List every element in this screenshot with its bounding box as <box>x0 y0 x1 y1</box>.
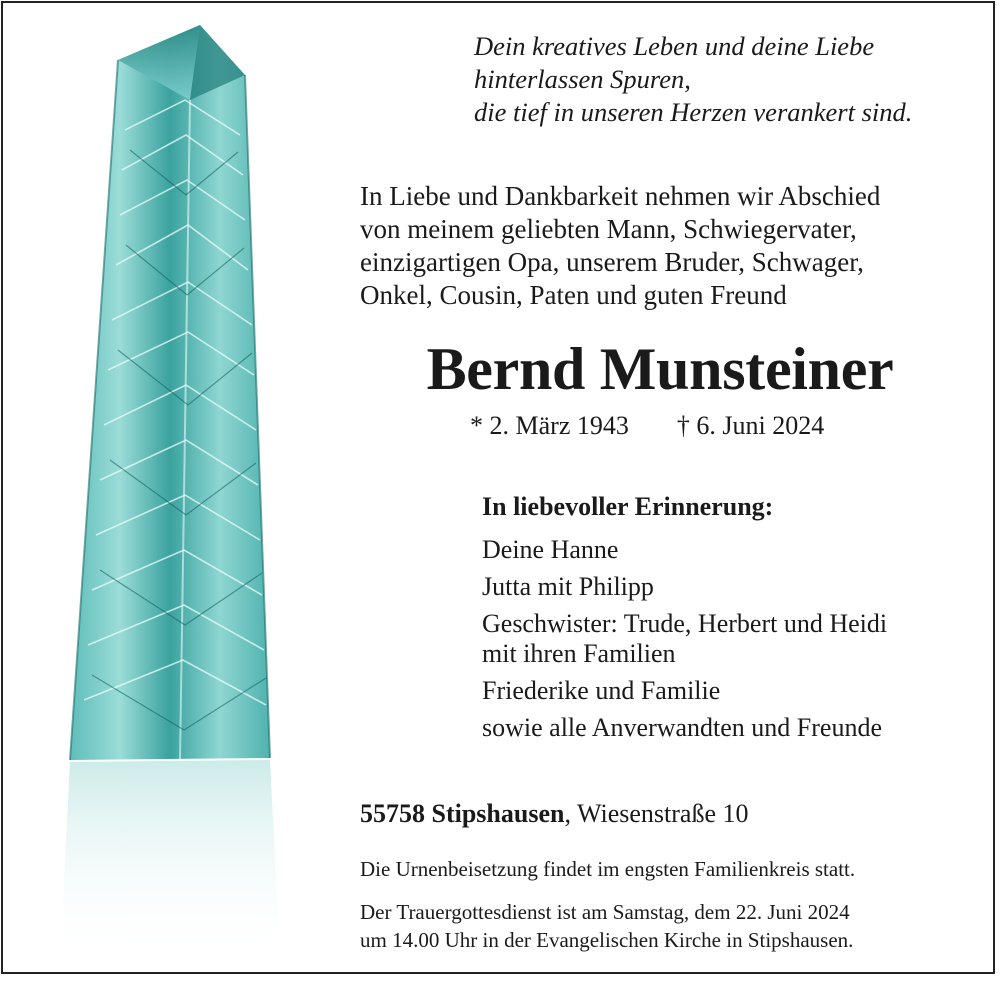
quote-line: hinterlassen Spuren, <box>474 64 691 94</box>
service-line: Der Trauergottesdienst ist am Samstag, dem 22. Juni 2024 <box>360 900 850 924</box>
urn-burial-notice: Die Urnenbeisetzung findet im engsten Familienkreis statt. <box>360 857 856 881</box>
death-date: † 6. Juni 2024 <box>676 411 825 440</box>
quote-line: die tief in unseren Herzen verankert sind. <box>474 97 913 127</box>
mourner-entry <box>482 609 887 669</box>
mourner-entry <box>482 572 887 602</box>
intro-line: Onkel, Cousin, Paten und guten Freund <box>360 280 787 310</box>
life-dates <box>470 409 824 443</box>
mourner-entry <box>482 535 887 565</box>
mourner-entry <box>482 713 887 743</box>
crystal-obelisk-icon <box>40 20 330 970</box>
intro-line: einzigartigen Opa, unserem Bruder, Schwager, <box>360 247 864 277</box>
memory-heading: In liebevoller Erinnerung: <box>482 492 774 521</box>
mourner-entry <box>482 676 887 706</box>
deceased-name: Bernd Munsteiner <box>426 336 894 402</box>
birth-date: * 2. März 1943 <box>470 411 629 440</box>
farewell-intro <box>360 180 980 312</box>
intro-line: In Liebe und Dankbarkeit nehmen wir Abschied <box>360 181 881 211</box>
address-street: , Wiesenstraße 10 <box>564 799 749 828</box>
quote-line: Dein kreatives Leben und deine Liebe <box>474 31 875 61</box>
intro-line: von meinem geliebten Mann, Schwiegervater, <box>360 214 857 244</box>
memorial-quote <box>474 30 974 129</box>
family-address <box>360 797 749 831</box>
mourner-line: sowie alle Anverwandten und Freunde <box>482 713 883 742</box>
mourner-line: Friederike und Familie <box>482 676 721 705</box>
address-city: 55758 Stipshausen <box>360 799 565 828</box>
mourners-list <box>482 535 887 750</box>
service-line: um 14.00 Uhr in der Evangelischen Kirche in Stipshausen. <box>360 928 854 952</box>
mourner-line: mit ihren Familien <box>482 639 676 668</box>
funeral-service-notice <box>360 898 853 954</box>
mourner-line: Geschwister: Trude, Herbert und Heidi <box>482 609 888 638</box>
mourner-line: Deine Hanne <box>482 535 619 564</box>
mourner-line: Jutta mit Philipp <box>482 572 654 601</box>
